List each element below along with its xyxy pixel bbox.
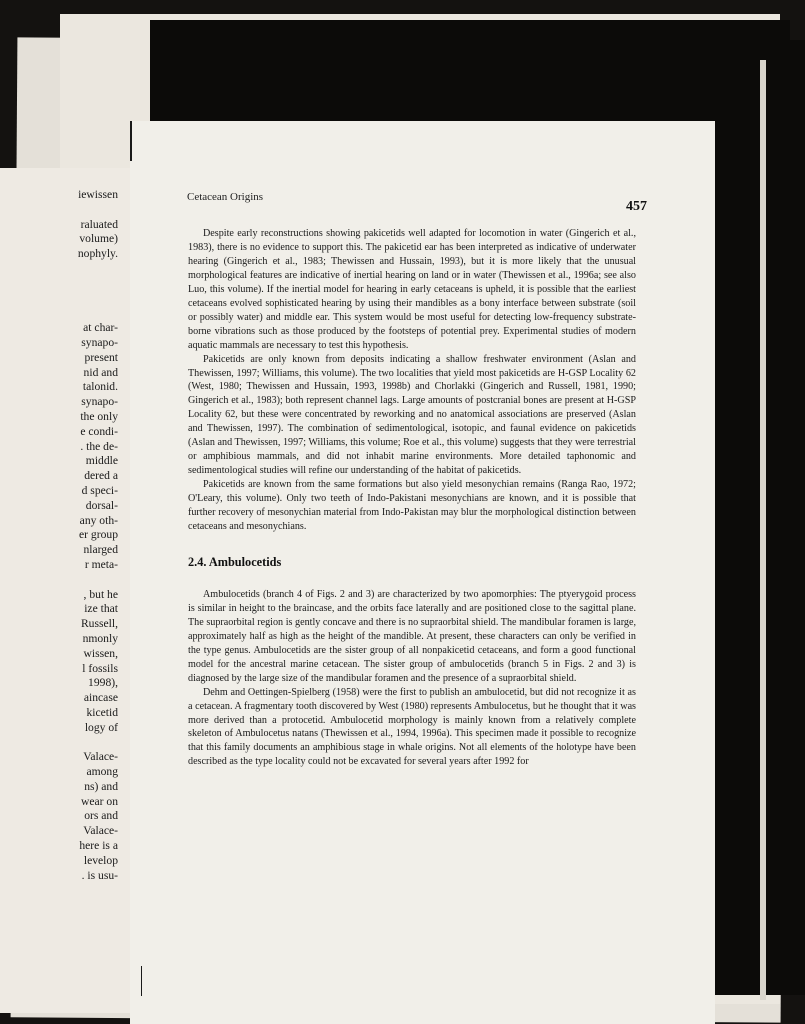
left-page-line: the only — [80, 409, 118, 423]
left-page-line: r meta- — [84, 557, 118, 571]
left-page-line — [78, 262, 118, 277]
left-page-line: ns) and — [84, 779, 118, 793]
page-stack-edge — [760, 60, 766, 1000]
left-page-line: kicetid — [86, 705, 118, 719]
left-page-line: aincase — [83, 691, 118, 705]
left-page-line: volume) — [79, 232, 118, 246]
left-page-line: logy of — [84, 720, 118, 734]
margin-mark — [141, 966, 142, 996]
left-page-line: , but he — [83, 587, 118, 601]
left-page-line: present — [84, 350, 118, 364]
left-page-line: wissen, — [83, 646, 118, 660]
left-page-line: iewissen — [78, 188, 118, 201]
left-page-line: dorsal- — [85, 498, 118, 512]
left-page-line: among — [86, 765, 118, 779]
left-page-line: l fossils — [82, 661, 118, 675]
left-page-line: er group — [79, 528, 118, 542]
paragraph: Ambulocetids (branch 4 of Figs. 2 and 3) are characterized by two apomorphies: The ptyerygoid process is similar in height to the braincase, and the orbits face laterally and are positioned close to the sagittal plane. The supraorbital region is gently concave and there is no supraorbital shield. The mandibular foramen is large, approximately half as high as the height of the mandible. At present, these characters can only be verified in the type genus. Ambulocetids are the sister group of all nonpakicetid cetaceans, and form a good functional model for the ancestral marine cetacean. The sister group of ambulocetids (branch 5 in Figs. 2 and 3) is diagnosed by the large size of the mandibular foramen and the presence of a supraorbital shield. — [188, 588, 636, 684]
left-page-line: nid and — [83, 365, 118, 379]
left-page-line: here is a — [79, 839, 118, 853]
left-page-line: ors and — [84, 809, 118, 823]
left-page-line: any oth- — [79, 513, 118, 527]
binding-mark — [130, 121, 132, 161]
paragraph: Pakicetids are only known from deposits indicating a shallow freshwater environment (Aslan and Thewissen, 1997; Williams, this volume). The two localities that yield most pakicetids are H-GSP Locality 62 (West, 1980; Thewissen and Hussain, 1993, 1998b) and Chorlakki (Gingerich and Russell, 1981, 1990; Gingerich et al., 1983); both represent channel lags. Large amounts of postcranial bones are present at H-GSP Locality 62, but these were concentrated by reworking and no anatomical associations are preserved (Aslan and Thewissen, 1997). The combination of sedimentological, isotopic, and faunal evidence on pakicetids (Aslan and Thewissen, 1997; Williams, this volume; Roe et al., this volume) suggests that they were terrestrial or amphibious mammals, and did not inhabit marine environments. More detailed taphonomic and sedimentological studies will refine our understanding of the habitat of pakicetids. — [188, 353, 636, 477]
paragraph: Dehm and Oettingen-Spielberg (1958) were the first to publish an ambulocetid, but did not recognize it as a cetacean. A fragmentary tooth discovered by West (1980) represents Ambulocetus, but he thought that it was more derived than a protocetid. Ambulocetid morphology is mainly known from a relatively complete skeleton of Ambulocetus natans (Thewissen et al., 1994, 1996a). This specimen made it possible to recognize that this family documents an amphibious stage in whale origins. Not all elements of the holotype have been described as the type locality could not be excavated for several years after 1992 for — [188, 686, 636, 768]
left-page-line: Valace- — [83, 824, 118, 838]
left-page-line: nlarged — [83, 543, 118, 557]
left-page-line: middle — [85, 454, 118, 468]
left-page-line: nmonly — [82, 631, 118, 645]
left-page-line: talonid. — [82, 380, 118, 394]
left-page-line: raluated — [80, 217, 118, 231]
left-page-line — [78, 573, 118, 588]
left-page-line: d speci- — [81, 483, 118, 497]
left-page-text — [78, 188, 118, 883]
main-page — [130, 121, 715, 1024]
left-page-line: Valace- — [83, 750, 118, 764]
left-page-line: levelop — [83, 853, 118, 867]
left-page-line: ize that — [84, 602, 118, 616]
body-text — [188, 227, 636, 769]
left-page-line — [78, 735, 118, 750]
paragraph: Pakicetids are known from the same formations but also yield mesonychian remains (Ranga Rao, 1972; O'Leary, this volume). Only two teeth of Indo-Pakistani mesonychians are known, and it is possible that further recovery of mesonychian material from Indo-Pakistan may blur the morphological distinction between cetaceans and mesonychians. — [188, 479, 636, 533]
paragraph: Despite early reconstructions showing pakicetids well adapted for locomotion in water (Gingerich et al., 1983), there is no evidence to support this. The pakicetid ear has been interpreted as indicative of underwater hearing (Gingerich et al., 1983; Thewissen and Hussain, 1993), but it is more likely that the unusual morphological features are indicative of inertial hearing on land or in water (Thewissen et al., 1996a; see also Luo, this volume). If the inertial model for hearing in early cetaceans is upheld, it is possible that the earliest cetaceans evolved sophisticated hearing by using their mandibles as a bony interface between substrate (soil or possibly water) and middle ear. This system would be most useful for detecting low-frequency substrate-borne vibrations such as those produced by the footsteps of potential prey. Experimental studies of modern aquatic mammals are necessary to test this hypothesis. — [188, 228, 636, 351]
page-header — [187, 191, 647, 215]
running-head: Cetacean Origins — [187, 191, 264, 203]
left-page-line: synapo- — [81, 335, 118, 349]
left-page-line — [78, 292, 118, 307]
left-page-line: e condi- — [80, 424, 118, 438]
left-page-line — [78, 203, 118, 218]
left-page-line: 1998), — [88, 676, 118, 690]
left-page-line: . the de- — [80, 439, 118, 453]
left-page-line: nophyly. — [77, 247, 118, 261]
section-heading: 2.4. Ambulocetids — [188, 554, 282, 569]
left-page-line: wear on — [80, 794, 118, 808]
left-facing-page — [0, 168, 140, 1013]
photocopy-dark-band — [150, 20, 790, 125]
left-page-line: at char- — [83, 321, 118, 335]
left-page-line: Russell, — [80, 617, 118, 631]
left-page-line: dered a — [84, 469, 118, 483]
left-page-line: . is usu- — [81, 868, 118, 882]
left-page-line — [78, 306, 118, 321]
left-page-line: synapo- — [81, 395, 118, 409]
left-page-line — [78, 277, 118, 292]
page-number: 457 — [626, 199, 647, 214]
